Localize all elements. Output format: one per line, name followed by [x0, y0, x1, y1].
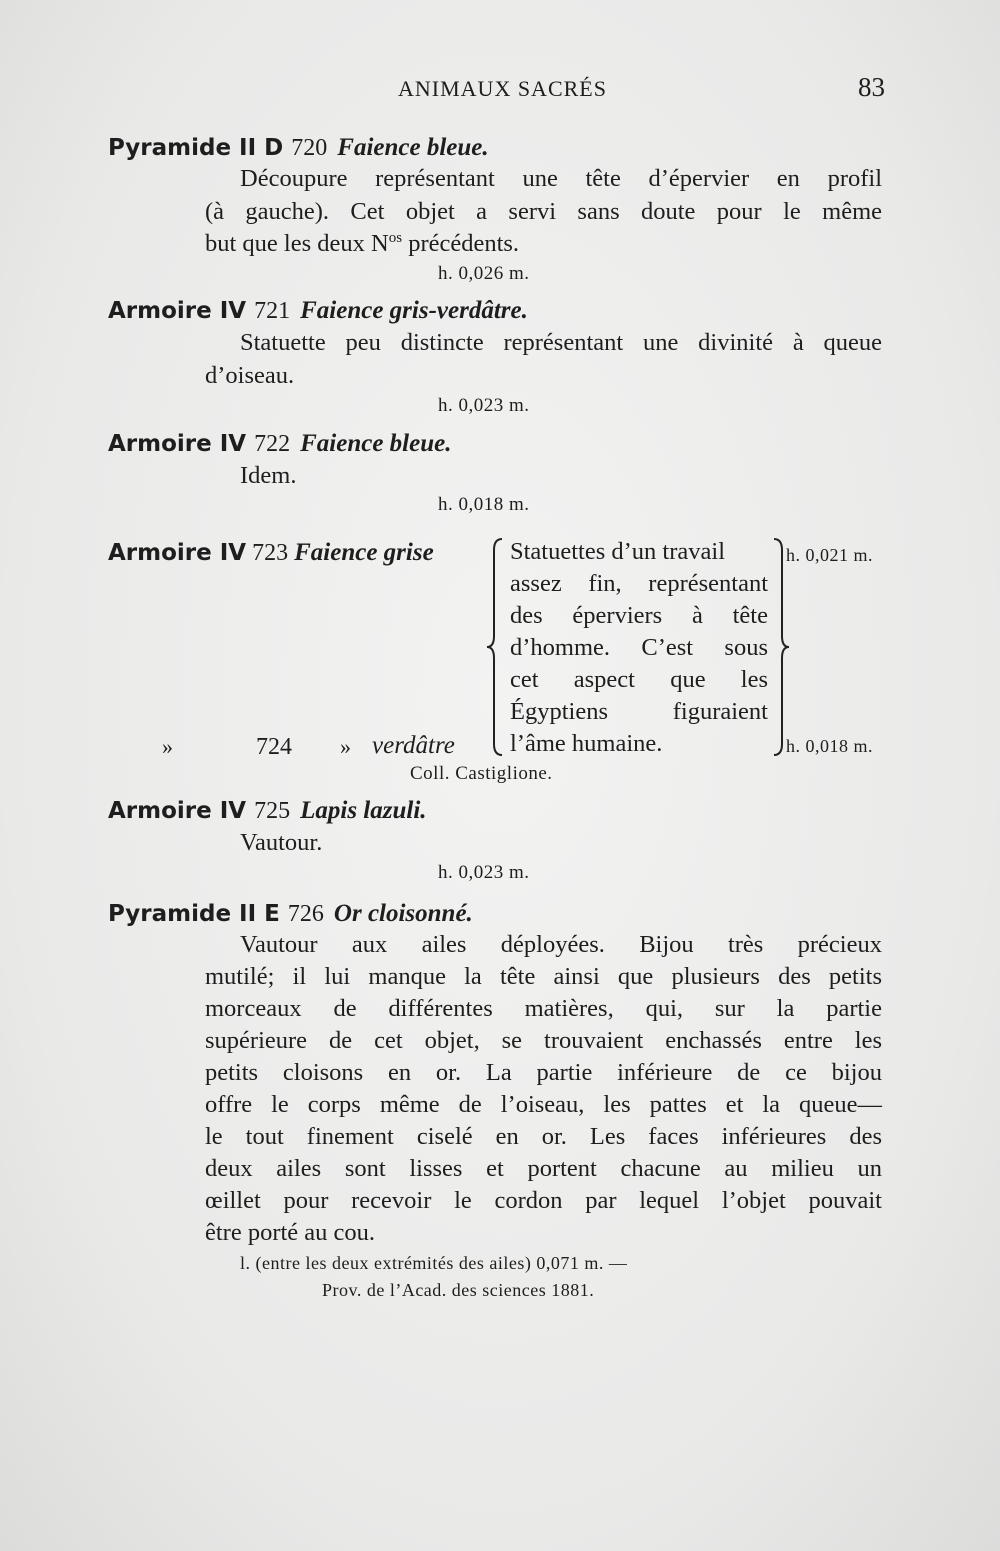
shared-line-1: Statuettes d’un travail: [510, 538, 725, 565]
entry-726-line-1: Vautour aux ailes déployées. Bijou très précieux: [240, 931, 882, 958]
entry-location: Pyramide II E: [108, 901, 280, 927]
entry-material: Faience grise: [294, 539, 434, 566]
entry-721-line-1: Statuette peu distincte représentant une divinité à queue: [240, 329, 882, 356]
entry-number: 721: [254, 298, 291, 324]
entry-722-heading: [108, 430, 451, 458]
entry-material: Lapis lazuli.: [300, 797, 427, 824]
entry-724-ditto-2: »: [340, 734, 351, 759]
entry-726-line-2: mutilé; il lui manque la tête ainsi que plusieurs des petits: [205, 963, 882, 990]
entry-724-dimension: h. 0,018 m.: [786, 736, 874, 756]
entry-721-line-2: d’oiseau.: [205, 362, 295, 389]
entry-number: 720: [291, 135, 328, 161]
entry-721-heading: [108, 297, 528, 325]
entry-726-line-10: être porté au cou.: [205, 1219, 376, 1246]
entry-720-line-3: [205, 230, 519, 258]
running-header: ANIMAUX SACRÉS: [398, 76, 607, 101]
entry-725-heading: [108, 797, 427, 825]
entry-720-dimension: h. 0,026 m.: [438, 263, 530, 284]
entry-725-line-1: Vautour.: [240, 829, 323, 856]
entry-726-line-9: œillet pour recevoir le cordon par lequel l’objet pouvait: [205, 1187, 882, 1214]
entry-724-number: 724: [256, 734, 292, 760]
entry-726-line-3: morceaux de différentes matières, qui, sur la partie: [205, 995, 882, 1022]
entry-726-line-6: offre le corps même de l’oiseau, les pattes et la queue—: [205, 1091, 882, 1118]
entry-726-line-7: le tout finement ciselé en or. Les faces inférieures des: [205, 1123, 882, 1150]
entry-720-line-1: Découpure représentant une tête d’épervier en profil: [240, 165, 882, 192]
entry-number: 725: [254, 798, 291, 824]
entry-723-dimension: h. 0,021 m.: [786, 545, 874, 565]
entry-material: Faience bleue.: [300, 430, 452, 457]
shared-line-3: des éperviers à tête: [510, 602, 768, 629]
entry-726-dimension: l. (entre les deux extrémités des ailes) 0,071 m. —: [240, 1253, 628, 1273]
entry-724-ditto-1: »: [162, 734, 173, 759]
entry-726-line-8: deux ailes sont lisses et portent chacune au milieu un: [205, 1155, 882, 1182]
shared-line-2: assez fin, représentant: [510, 570, 768, 597]
entry-720-superscript: os: [388, 230, 403, 246]
entry-number: 723: [252, 540, 289, 566]
entry-723-heading: [108, 539, 434, 567]
right-brace-icon: [770, 536, 792, 758]
entry-726-provenance: Prov. de l’Acad. des sciences 1881.: [322, 1280, 595, 1300]
entry-725-dimension: h. 0,023 m.: [438, 862, 530, 883]
entry-location: Armoire IV: [108, 798, 247, 824]
entry-722-line-1: Idem.: [240, 462, 297, 489]
shared-line-7: l’âme humaine.: [510, 730, 663, 757]
collection-note: Coll. Castiglione.: [410, 763, 553, 784]
entry-726-line-5: petits cloisons en or. La partie inférieure de ce bijou: [205, 1059, 882, 1086]
page-number: 83: [858, 72, 885, 102]
entry-location: Armoire IV: [108, 540, 247, 566]
shared-line-6: Égyptiens figuraient: [510, 698, 768, 725]
entry-location: Pyramide II D: [108, 135, 284, 161]
shared-line-4: d’homme. C’est sous: [510, 634, 768, 661]
entry-720-line-2: (à gauche). Cet objet a servi sans doute pour le même: [205, 198, 882, 225]
entry-726-heading: [108, 900, 473, 928]
entry-726-line-4: supérieure de cet objet, se trouvaient enchassés entre les: [205, 1027, 882, 1054]
entry-720-heading: [108, 134, 489, 162]
entry-location: Armoire IV: [108, 298, 247, 324]
entry-724-material: verdâtre: [372, 732, 455, 759]
entry-material: Or cloisonné.: [333, 900, 473, 927]
entry-720-line-3-text: but que les deux N: [205, 230, 389, 258]
entry-722-dimension: h. 0,018 m.: [438, 494, 530, 515]
entry-721-dimension: h. 0,023 m.: [438, 395, 530, 416]
left-brace-icon: [484, 536, 506, 758]
entry-number: 726: [287, 901, 324, 927]
shared-line-5: cet aspect que les: [510, 666, 768, 693]
entry-number: 722: [254, 431, 291, 457]
entry-location: Armoire IV: [108, 431, 247, 457]
entry-material: Faience bleue.: [337, 134, 489, 161]
entry-material: Faience gris-verdâtre.: [300, 297, 528, 324]
entry-720-line-3-end: précédents.: [402, 230, 520, 258]
